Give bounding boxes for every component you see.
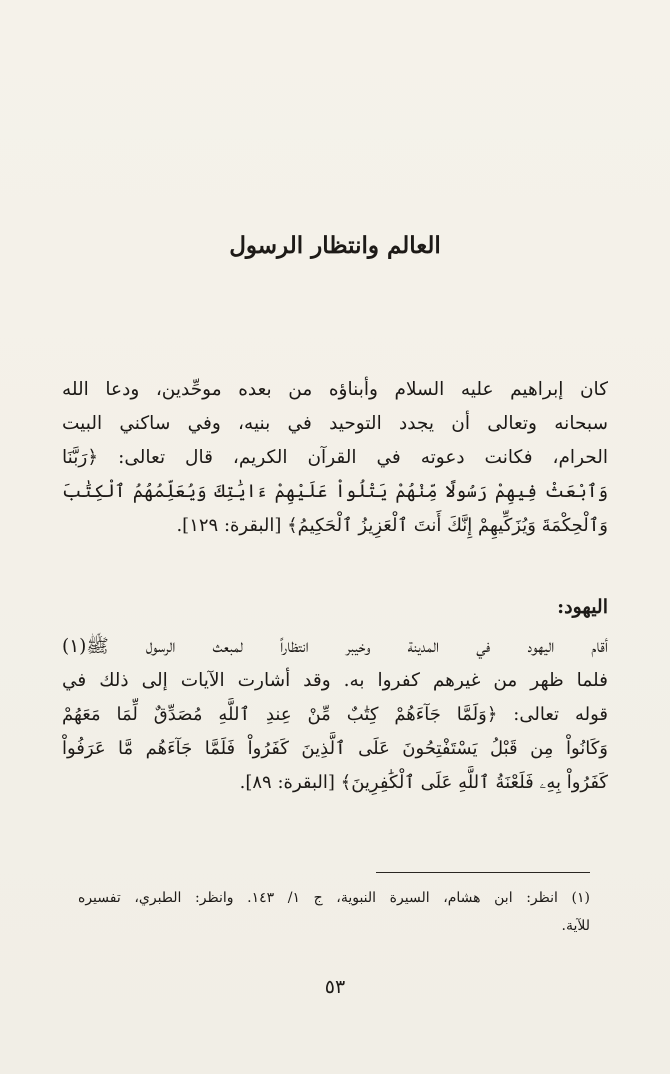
quran-verse-line: وَٱبْعَثْ فِيهِمْ رَسُولًا مِّنْهُمْ يَتْلُواْ عَلَيْهِمْ ءَايَٰتِكَ وَيُعَلِّمُهُمُ ٱلْكِتَٰبَ [62, 481, 608, 502]
intro-paragraph [62, 373, 608, 543]
chapter-title: العالم وانتظار الرسول [229, 232, 441, 259]
paragraph-line: سبحانه وتعالى أن يجدد التوحيد في بنيه، وفي ساكني البيت [62, 413, 608, 434]
quran-verse-line: كَفَرُواْ بِهِۦ فَلَعْنَةُ ٱللَّهِ عَلَى ٱلْكَٰفِرِينَ﴾ [البقرة: ٨٩]. [239, 772, 608, 793]
paragraph-line: الحرام، فكانت دعوته في القرآن الكريم، قال تعالى: ﴿رَبَّنَا [62, 447, 608, 468]
footnote-divider [376, 872, 590, 873]
section-heading: اليهود: [557, 596, 608, 618]
footnote-line: (١) انظر: ابن هشام، السيرة النبوية، ج ١/ ١٤٣. وانظر: الطبري، تفسيره [78, 890, 591, 906]
paragraph-line: فلما ظهر من غيرهم كفروا به. وقد أشارت الآيات إلى ذلك في [62, 670, 608, 691]
jews-paragraph [62, 630, 608, 800]
paragraph-line: كان إبراهيم عليه السلام وأبناؤه من بعده موحِّدين، ودعا الله [62, 379, 608, 400]
quran-verse-line: وَكَانُواْ مِن قَبْلُ يَسْتَفْتِحُونَ عَلَى ٱلَّذِينَ كَفَرُواْ فَلَمَّا جَآءَهُم مَّا عَرَفُواْ [62, 738, 608, 759]
quran-verse-line: قوله تعالى: ﴿وَلَمَّا جَآءَهُمْ كِتَٰبٌ مِّنْ عِندِ ٱللَّهِ مُصَدِّقٌ لِّمَا مَعَهُمْ [62, 704, 608, 725]
paragraph-line: أقام اليهود في المدينة وخيبر انتظاراً لمبعث الرسول ﷺ(١) [62, 636, 608, 657]
quran-verse-line: وَٱلْحِكْمَةَ وَيُزَكِّيهِمْ إِنَّكَ أَنتَ ٱلْعَزِيزُ ٱلْحَكِيمُ﴾ [البقرة: ١٢٩]. [176, 515, 608, 536]
page-number: ٥٣ [324, 976, 346, 998]
footnote-line: للآية. [561, 918, 590, 934]
footnote [78, 884, 590, 940]
